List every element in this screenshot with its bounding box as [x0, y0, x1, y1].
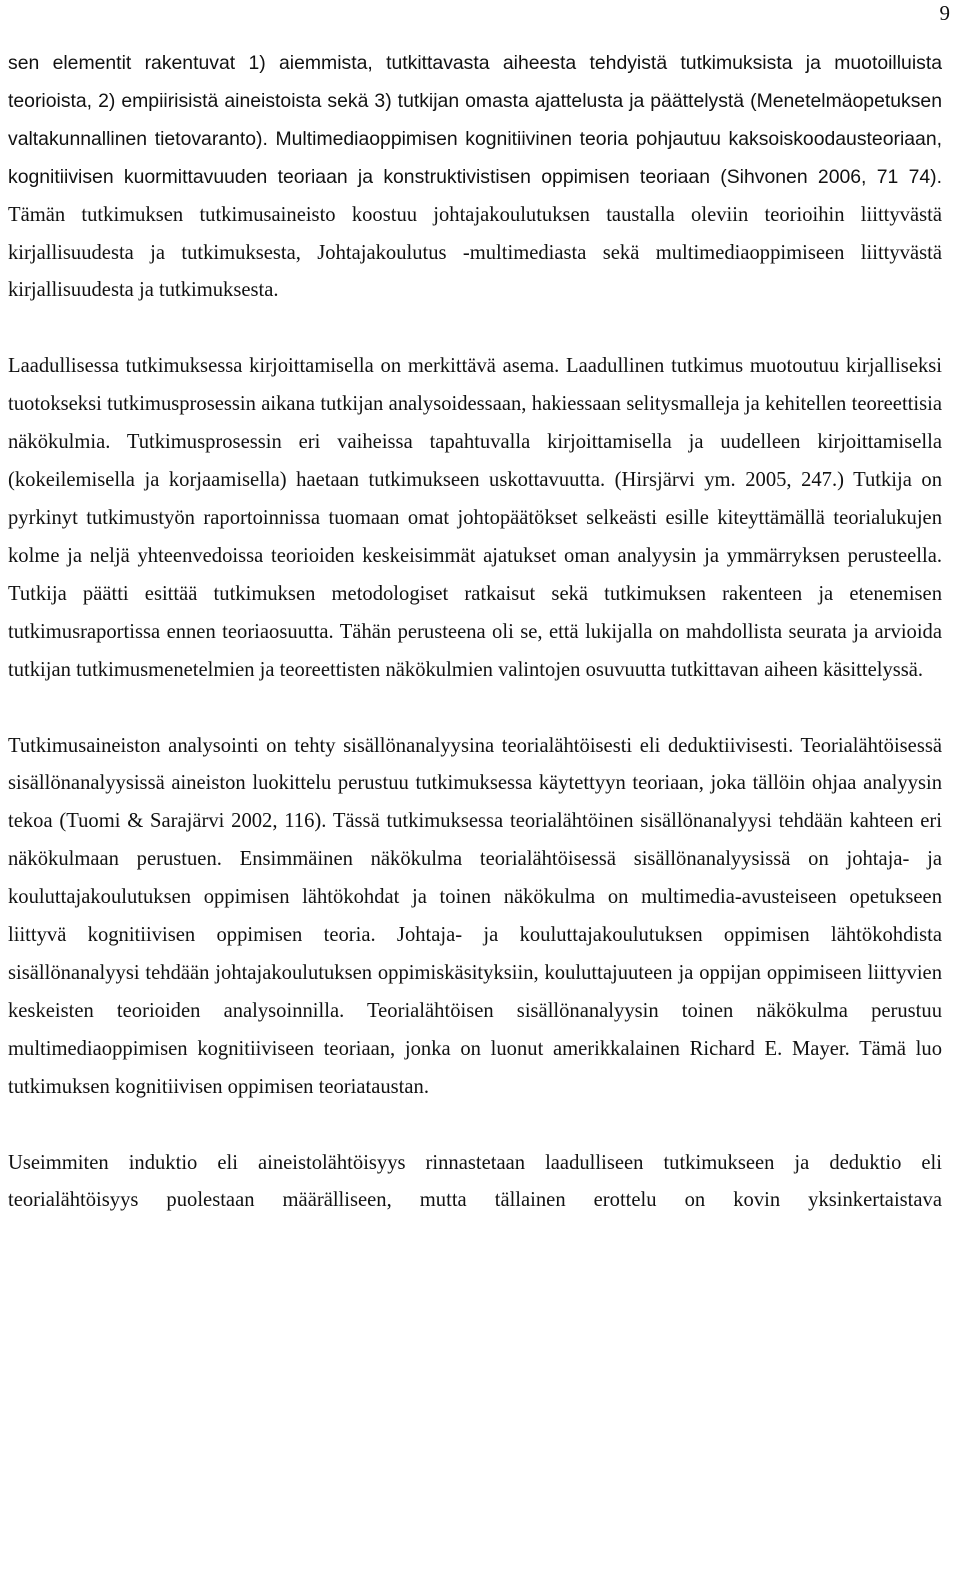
paragraph-continuation-text: Tämän tutkimuksen tutkimusaineisto koostuu johtajakoulutuksen taustalla oleviin teorioihin liittyvästä kirjallisuudesta ja tutkimuksesta, Johtajakoulutus -multimediasta sekä multimediaoppimiseen liittyvästä kirjallisuudesta ja tutkimuksesta.	[8, 203, 942, 302]
paragraph-content-analysis: Tutkimusaineiston analysointi on tehty sisällönanalyysina teorialähtöisesti eli deduktiivisesti. Teorialähtöisessä sisällönanalyysissä aineiston luokittelu perustuu tutkimuksessa käytettyyn teoriaan, joka tällöin ohjaa analyysin tekoa (Tuomi & Sarajärvi 2002, 116). Tässä tutkimuksessa teorialähtöinen sisällönanalyysi tehdään kahteen eri näkökulmaan perustuen. Ensimmäinen näkökulma teorialähtöisessä sisällönanalyysissä on johtaja- ja kouluttajakoulutuksen oppimisen lähtökohdat ja toinen näkökulma on multimedia-avusteiseen opetukseen liittyvä kognitiivisen oppimisen teoria. Johtaja- ja kouluttajakoulutuksen oppimisen lähtökohdista sisällönanalyysi tehdään johtajakoulutuksen oppimiskäsityksiin, kouluttajuuteen ja oppijan oppimiseen liittyvien keskeisten teorioiden analysoinnilla. Teorialähtöisen sisällönanalyysin toinen näkökulma perustuu multimediaoppimisen kognitiiviseen teoriaan, jonka on luonut amerikkalainen Richard E. Mayer. Tämä luo tutkimuksen kognitiivisen oppimisen teoriataustan.	[8, 734, 942, 1098]
paragraph-qualitative-writing: Laadullisessa tutkimuksessa kirjoittamisella on merkittävä asema. Laadullinen tutkimus muotoutuu kirjalliseksi tuotokseksi tutkimusprosessin aikana tutkijan analysoidessaan, hakiessaan selitysmalleja ja kehitellen teoreettisia näkökulmia. Tutkimusprosessin eri vaiheissa tapahtuvalla kirjoittamisella ja uudelleen kirjoittamisella (kokeilemisella ja korjaamisella) haetaan tutkimukseen uskottavuutta. (Hirsjärvi ym. 2005, 247.) Tutkija on pyrkinyt tutkimustyön raportoinnissa tuomaan omat johtopäätökset selkeästi esille kiteyttämällä teorialukujen kolme ja neljä yhteenvedoissa teorioiden keskeisimmät ajatukset oman analyysin ja ymmärryksen perusteella. Tutkija päätti esittää tutkimuksen metodologiset ratkaisut sekä tutkimuksen rakenteen ja etenemisen tutkimusraportissa ennen teoriaosuutta. Tähän perusteena oli se, että lukijalla on mahdollista seurata ja arvioida tutkijan tutkimusmenetelmien ja teoreettisten näkökulmien valintojen osuvuutta tutkittavan aiheen käsittelyssä.	[8, 355, 942, 681]
paragraph-lead-text: sen elementit rakentuvat 1) aiemmista, tutkittavasta aiheesta tehdyistä tutkimuksista ja muotoilluista teorioista, 2) empiirisistä aineistoista sekä 3) tutkijan omasta ajattelusta ja päättelystä (Menetelmäopetuksen valtakunnallinen tietovaranto). Multimediaoppimisen kognitiivinen teoria pohjautuu kaksoiskoodausteoriaan, kognitiivisen kuormittavuuden teoriaan ja konstruktivistisen oppimisen teoriaan (Sihvonen 2006, 71 74).	[8, 52, 942, 188]
page-number: 9	[939, 1, 950, 25]
paragraph-research-material	[8, 45, 942, 310]
paragraph-induction-deduction: Useimmiten induktio eli aineistolähtöisyys rinnastetaan laadulliseen tutkimukseen ja deduktio eli teorialähtöisyys puolestaan määrälliseen, mutta tällainen erottelu on kovin yksinkertaistava	[8, 1151, 942, 1212]
page-body	[8, 45, 942, 1220]
